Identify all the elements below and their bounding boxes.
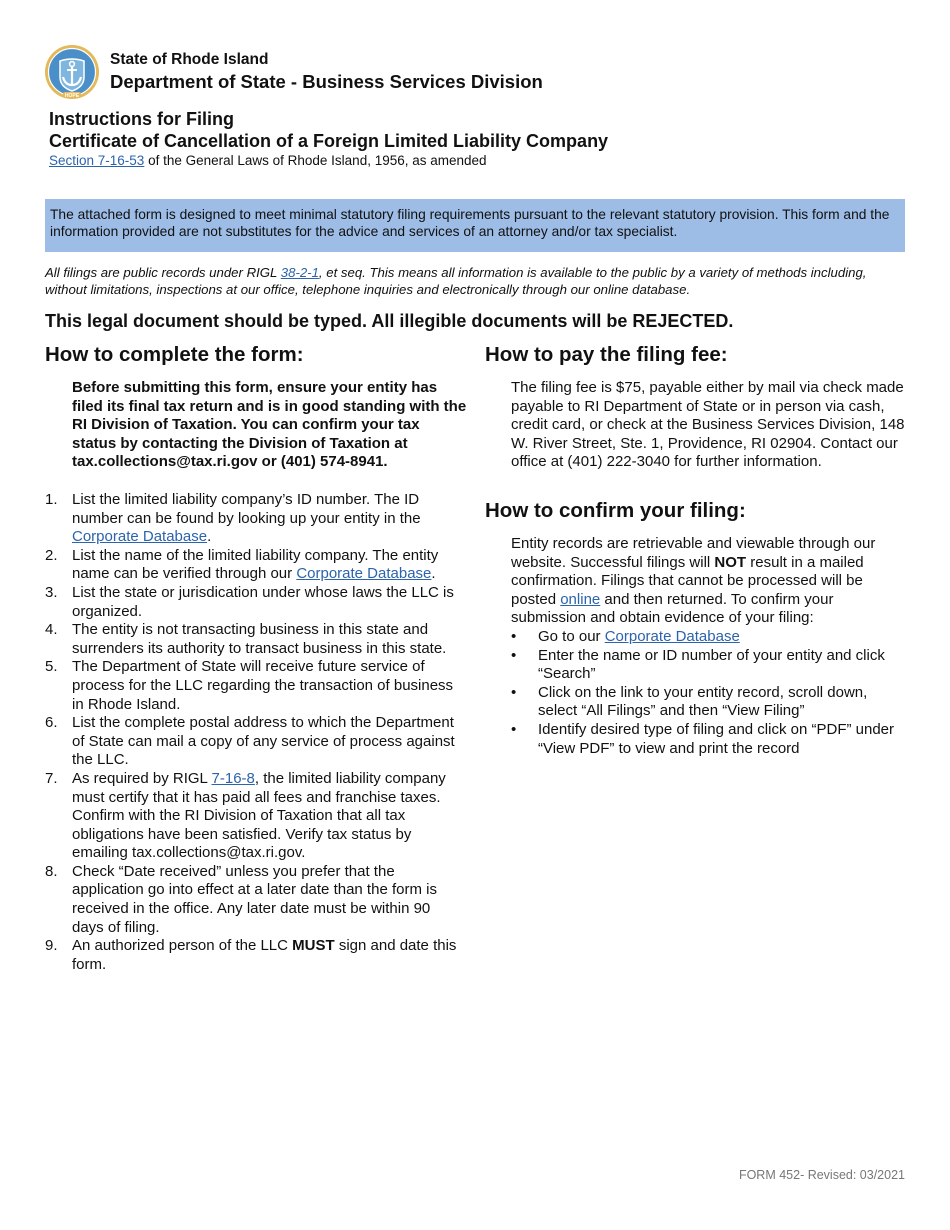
state-name: State of Rhode Island <box>110 51 269 68</box>
step-text: An authorized person of the LLC <box>72 937 293 955</box>
step-emphasis: MUST <box>292 937 335 955</box>
step-number: 3. <box>45 583 58 601</box>
disclaimer-box: The attached form is designed to meet minimal statutory filing requirements pursuant to the relevant statutory provision. This form and the information provided are not substitutes for the advice and services of an attorney and/or tax specialist. <box>45 199 905 252</box>
seal-motto: HOPE <box>64 93 80 99</box>
step-number: 2. <box>45 546 58 564</box>
corporate-database-link[interactable]: Corporate Database <box>604 627 740 645</box>
confirm-steps <box>511 628 906 758</box>
bullet-text: Enter the name or ID number of your entity and click “Search” <box>538 646 885 683</box>
confirm-paragraph <box>511 535 906 628</box>
state-seal-icon <box>44 44 100 100</box>
step-item <box>45 584 465 621</box>
step-text-end: , the limited liability company must certify that it has paid all fees and franchise taxes. Confirm with the RI Division of Taxation that all tax obligations have been satisfied. Verify tax status by emailing tax.collections@tax.ri.gov. <box>72 769 446 862</box>
step-item <box>45 491 465 547</box>
confirm-text: Entity records are retrievable and viewable through our website. Successful filings will <box>511 535 876 571</box>
step-item <box>45 658 465 714</box>
section-link[interactable]: Section 7-16-53 <box>49 153 145 168</box>
step-number: 7. <box>45 769 58 787</box>
step-text-end: . <box>431 565 436 583</box>
step-text: The Department of State will receive future service of process for the LLC regarding the transaction of business in Rhode Island. <box>72 658 454 713</box>
section-reference <box>49 153 487 168</box>
filing-fee-text: The filing fee is $75, payable either by mail via check made payable to RI Department of State or in person via cash, credit card, or check at the Business Services Division, 148 W. River Street, Ste. 1, Providence, RI 02904. Contact our office at (401) 222-3040 for further information. <box>511 379 905 471</box>
step-item <box>45 863 465 937</box>
step-item <box>45 547 465 584</box>
how-pay-heading: How to pay the filing fee: <box>485 343 728 366</box>
step-text: List the complete postal address to which the Department of State can mail a copy of any service of process against the LLC. <box>72 714 455 769</box>
step-text: List the limited liability company’s ID number. The ID number can be found by looking up your entity in the <box>72 491 421 527</box>
step-number: 8. <box>45 862 58 880</box>
step-text: As required by RIGL <box>72 769 212 787</box>
before-submitting-note: Before submitting this form, ensure your entity has filed its final tax return and is in good standing with the RI Division of Taxation. You can confirm your tax status by contacting the Division of Taxation at tax.collections@tax.ri.gov or (401) 574-8941. <box>72 379 467 471</box>
corporate-database-link[interactable]: Corporate Database <box>296 565 432 583</box>
public-records-text-rest: , et seq. This means all information is available to the public by a variety of methods including, without limitations, inspections at our office, telephone inquiries and electronically through our online database. <box>45 265 867 297</box>
confirm-section <box>511 535 906 758</box>
form-footer: FORM 452- Revised: 03/2021 <box>738 1168 905 1182</box>
rigl-7-16-8-link[interactable]: 7-16-8 <box>211 769 255 787</box>
legal-notice: This legal document should be typed. All illegible documents will be REJECTED. <box>45 311 734 331</box>
confirm-text-3: and then returned. To confirm your submission and obtain evidence of your filing: <box>511 590 834 627</box>
instruction-steps <box>45 491 465 974</box>
how-complete-heading: How to complete the form: <box>45 343 304 366</box>
confirm-text-2: result in a mailed confirmation. Filings that cannot be processed will be posted <box>511 553 864 608</box>
corporate-database-link[interactable]: Corporate Database <box>72 528 208 546</box>
list-item <box>511 628 906 647</box>
step-text-end: . <box>207 528 212 546</box>
step-item <box>45 714 465 770</box>
list-item <box>511 647 906 684</box>
step-item <box>45 937 465 974</box>
department-name: Department of State - Business Services Division <box>110 71 543 92</box>
bullet-text: Go to our <box>538 627 605 645</box>
step-text: Check “Date received” unless you prefer that the application go into effect at a later date than the form is received in the office. Any later date must be within 90 days of filing. <box>72 862 437 936</box>
confirm-emphasis: NOT <box>714 553 747 571</box>
step-item <box>45 770 465 863</box>
bullet-icon: • <box>511 720 517 738</box>
step-number: 1. <box>45 491 58 508</box>
step-number: 5. <box>45 658 58 676</box>
step-item <box>45 621 465 658</box>
step-text-end: sign and date this form. <box>72 937 457 973</box>
rigl-38-2-1-link[interactable]: 38-2-1 <box>280 265 319 280</box>
step-number: 6. <box>45 714 58 732</box>
section-reference-text: of the General Laws of Rhode Island, 1956, as amended <box>144 153 487 168</box>
page-subtitle: Certificate of Cancellation of a Foreign Limited Liability Company <box>49 131 609 151</box>
how-confirm-heading: How to confirm your filing: <box>485 499 746 522</box>
bullet-text: Identify desired type of filing and click on “PDF” under “View PDF” to view and print the record <box>538 720 895 757</box>
public-records-notice <box>45 264 905 298</box>
list-item <box>511 721 906 758</box>
step-number: 9. <box>45 937 58 955</box>
bullet-icon: • <box>511 646 517 664</box>
public-records-text: All filings are public records under RIGL <box>45 265 281 280</box>
online-link[interactable]: online <box>560 590 601 608</box>
bullet-icon: • <box>511 627 517 645</box>
bullet-text: Click on the link to your entity record, scroll down, select “All Filings” and then “View Filing” <box>538 683 868 720</box>
bullet-icon: • <box>511 683 517 701</box>
step-text: The entity is not transacting business in this state and surrenders its authority to transact business in this state. <box>72 621 447 657</box>
step-text: List the state or jurisdication under whose laws the LLC is organized. <box>72 583 454 620</box>
list-item <box>511 684 906 721</box>
step-text: List the name of the limited liability company. The entity name can be verified through our <box>72 546 439 583</box>
step-number: 4. <box>45 621 58 639</box>
page-title: Instructions for Filing <box>49 109 234 129</box>
